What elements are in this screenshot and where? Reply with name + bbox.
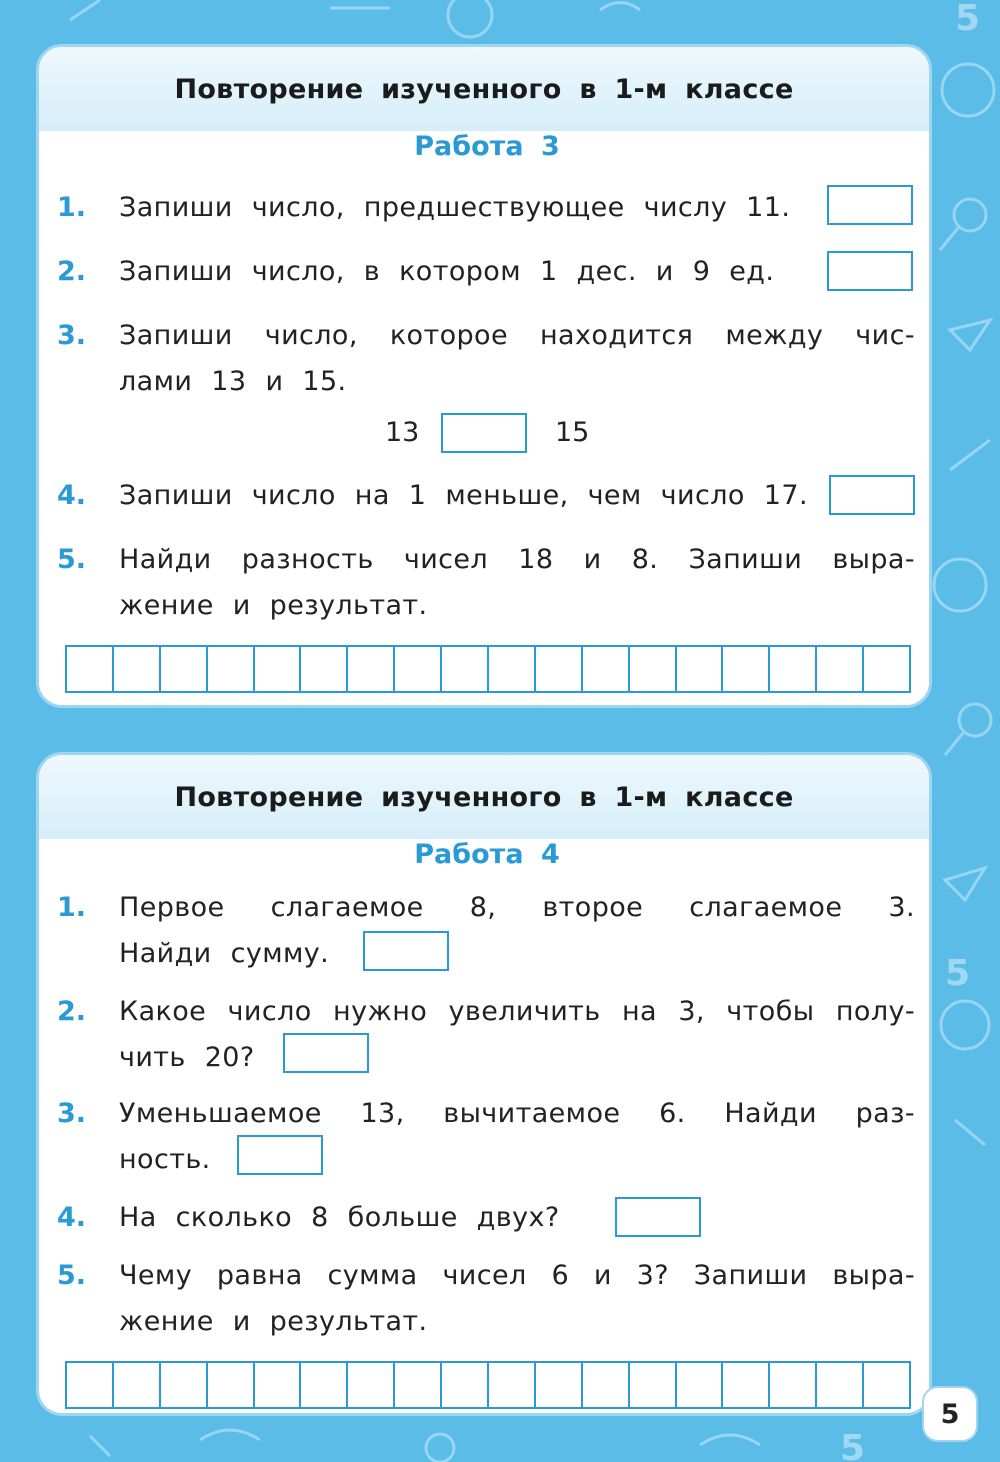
task-number: 5. (57, 544, 87, 575)
task-text: Запиши число, которое находится между чис- (119, 320, 915, 351)
task-text: На сколько 8 больше двух? (119, 1202, 560, 1233)
task-number: 2. (57, 996, 87, 1027)
answer-box[interactable] (441, 413, 527, 453)
svg-text:5: 5 (840, 1428, 866, 1462)
task-text: Запиши число на 1 меньше, чем число 17. (119, 480, 808, 511)
page-number: 5 (922, 1386, 978, 1442)
work-title: Работа 4 (414, 839, 560, 870)
task-number: 1. (57, 192, 87, 223)
task-text: чить 20? (119, 1042, 255, 1073)
answer-box[interactable] (827, 185, 913, 225)
answer-box[interactable] (283, 1033, 369, 1073)
section-title: Повторение изученного в 1-м классе (174, 73, 794, 105)
task-number: 4. (57, 480, 87, 511)
task-text: жение и результат. (119, 1306, 428, 1337)
task-number: 1. (57, 892, 87, 923)
task-text: Найди сумму. (119, 938, 330, 969)
task-text: Найди разность чисел 18 и 8. Запиши выра- (119, 544, 915, 575)
answer-box[interactable] (363, 931, 449, 971)
card-header (39, 755, 929, 839)
task-text: лами 13 и 15. (119, 366, 347, 397)
answer-grid[interactable] (65, 645, 911, 693)
task-text: Уменьшаемое 13, вычитаемое 6. Найди раз- (119, 1098, 915, 1129)
work-4-card (36, 752, 932, 1416)
task-text: Запиши число, в котором 1 дес. и 9 ед. (119, 256, 775, 287)
answer-box[interactable] (237, 1135, 323, 1175)
right-number: 15 (555, 417, 590, 448)
work-title: Работа 3 (414, 131, 560, 162)
task-text: жение и результат. (119, 590, 428, 621)
section-title: Повторение изученного в 1-м классе (174, 781, 794, 813)
svg-text:5: 5 (955, 0, 981, 39)
task-text: Какое число нужно увеличить на 3, чтобы полу- (119, 996, 915, 1027)
card-header (39, 47, 929, 131)
answer-box[interactable] (615, 1197, 701, 1237)
work-3-card (36, 44, 932, 708)
left-number: 13 (385, 417, 420, 448)
task-text: ность. (119, 1144, 211, 1175)
answer-grid[interactable] (65, 1361, 911, 1409)
task-number: 3. (57, 320, 87, 351)
task-text: Первое слагаемое 8, второе слагаемое 3. (119, 892, 915, 923)
task-number: 5. (57, 1260, 87, 1291)
answer-box[interactable] (827, 251, 913, 291)
task-number: 2. (57, 256, 87, 287)
task-text: Чему равна сумма чисел 6 и 3? Запиши выра- (119, 1260, 915, 1291)
task-number: 3. (57, 1098, 87, 1129)
answer-box[interactable] (829, 475, 915, 515)
task-text: Запиши число, предшествующее числу 11. (119, 192, 791, 223)
svg-text:5: 5 (945, 953, 971, 994)
task-number: 4. (57, 1202, 87, 1233)
a-plus-doodle-icon (942, 64, 994, 116)
